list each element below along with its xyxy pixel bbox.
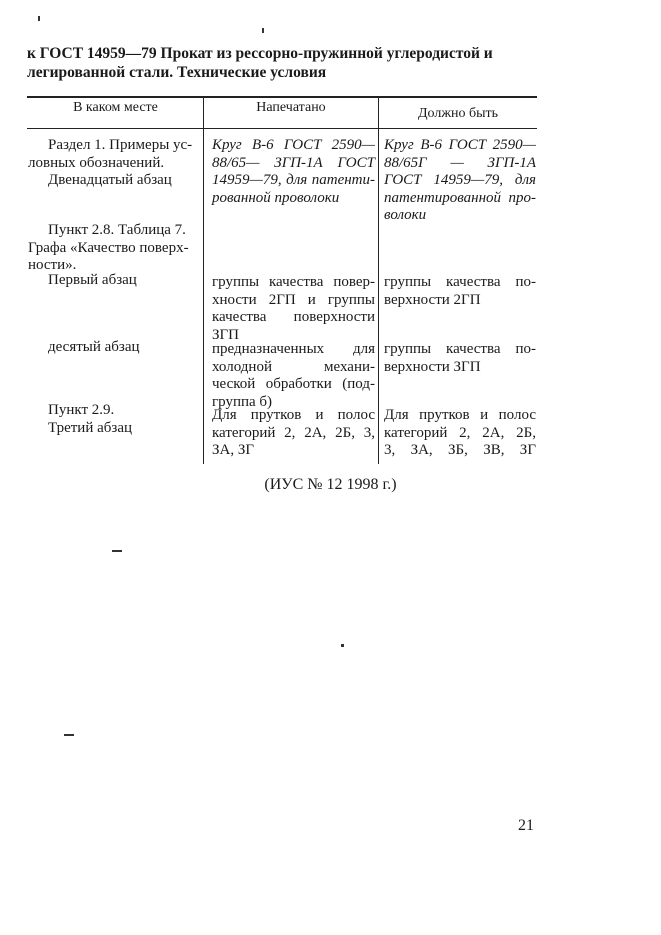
row3-printed (212, 274, 375, 344)
row3-printed-line: качества поверхности (212, 309, 375, 325)
row3-where-line: Первый абзац (48, 272, 137, 288)
row3-printed-line: группы качества повер- (212, 274, 375, 290)
page-number: 21 (518, 817, 534, 834)
row1-printed-line: Круг В-6 ГОСТ 2590— (212, 137, 375, 153)
row2-where-line: Пункт 2.8. Таблица 7. (48, 222, 186, 238)
row5-printed-line: категорий 2, 2А, 2Б, 3, (212, 424, 375, 441)
row4-printed-line: группа б) (212, 393, 273, 410)
row4-printed-line: холодной механи- (212, 358, 375, 375)
row2-where (28, 222, 198, 275)
header-where: В каком месте (73, 100, 158, 115)
scan-speck (112, 550, 122, 552)
row5-where-line: Третий абзац (48, 419, 133, 436)
row1-printed-line: 14959—79, для патенти- (212, 172, 375, 188)
row1-should-be (384, 137, 536, 225)
row4-should-line: группы качества по- (384, 341, 536, 357)
row2-where-line: Графа «Качество поверх- (28, 239, 189, 256)
row2-where-line: ности». (28, 257, 77, 273)
row4-should-be (384, 341, 536, 376)
row5-should-line: категорий 2, 2А, 2Б, (384, 424, 536, 441)
row1-printed-line: 88/65— ЗГП-1А ГОСТ (212, 154, 375, 171)
row1-printed (212, 137, 375, 207)
row1-should-line: Круг В-6 ГОСТ 2590— (384, 137, 536, 153)
row4-should-line: верхности ЗГП (384, 358, 481, 375)
row1-should-line: 88/65Г — ЗГП-1А (384, 154, 536, 171)
row3-should-line: верхности 2ГП (384, 291, 481, 308)
row5-printed (212, 407, 375, 460)
row1-where-line: Двенадцатый абзац (48, 172, 172, 188)
table-header-rule (27, 128, 537, 129)
row5-where (28, 402, 195, 437)
row5-where-line: Пункт 2.9. (48, 402, 115, 418)
change-notice-reference: (ИУС № 12 1998 г.) (264, 476, 397, 493)
row3-should-be (384, 274, 536, 309)
scan-speck (38, 16, 40, 21)
scan-speck (64, 734, 74, 736)
row4-where (28, 339, 195, 357)
document-title: к ГОСТ 14959—79 Прокат из рессорно-пружинной углеродистой и легированной стали. Технические условия (27, 45, 493, 81)
row1-should-line: ГОСТ 14959—79, для (384, 172, 536, 188)
column-divider-2 (378, 96, 379, 464)
row1-where-line: Раздел 1. Примеры ус- (48, 137, 193, 153)
row5-should-line: Для прутков и полос (384, 407, 536, 423)
row4-printed-line: предназначенных для (212, 341, 375, 357)
row5-should-be (384, 407, 536, 460)
row3-should-line: группы качества по- (384, 274, 536, 290)
row4-printed (212, 341, 375, 411)
scan-speck (262, 28, 264, 33)
row4-where-line: десятый абзац (48, 339, 140, 355)
row3-printed-line: ЗГП (212, 326, 240, 343)
row3-where (28, 272, 195, 290)
header-should-be: Должно быть (417, 106, 499, 121)
table-top-rule (27, 96, 537, 98)
column-divider-1 (203, 96, 204, 464)
row1-should-line: патентированной про- (384, 189, 536, 206)
row1-where (28, 137, 195, 190)
row5-printed-line: ЗА, ЗГ (212, 442, 255, 458)
row1-printed-line: рованной проволоки (212, 189, 340, 206)
row5-should-line: 3, ЗА, ЗБ, ЗВ, ЗГ (384, 442, 536, 458)
row5-printed-line: Для прутков и полос (212, 407, 375, 423)
row3-printed-line: хности 2ГП и группы (212, 291, 375, 308)
header-printed: Напечатано (256, 100, 326, 115)
row1-where-line: ловных обозначений. (28, 154, 165, 171)
scan-speck (341, 644, 344, 647)
row1-should-line: волоки (384, 207, 427, 223)
row4-printed-line: ческой обработки (под- (212, 376, 375, 392)
